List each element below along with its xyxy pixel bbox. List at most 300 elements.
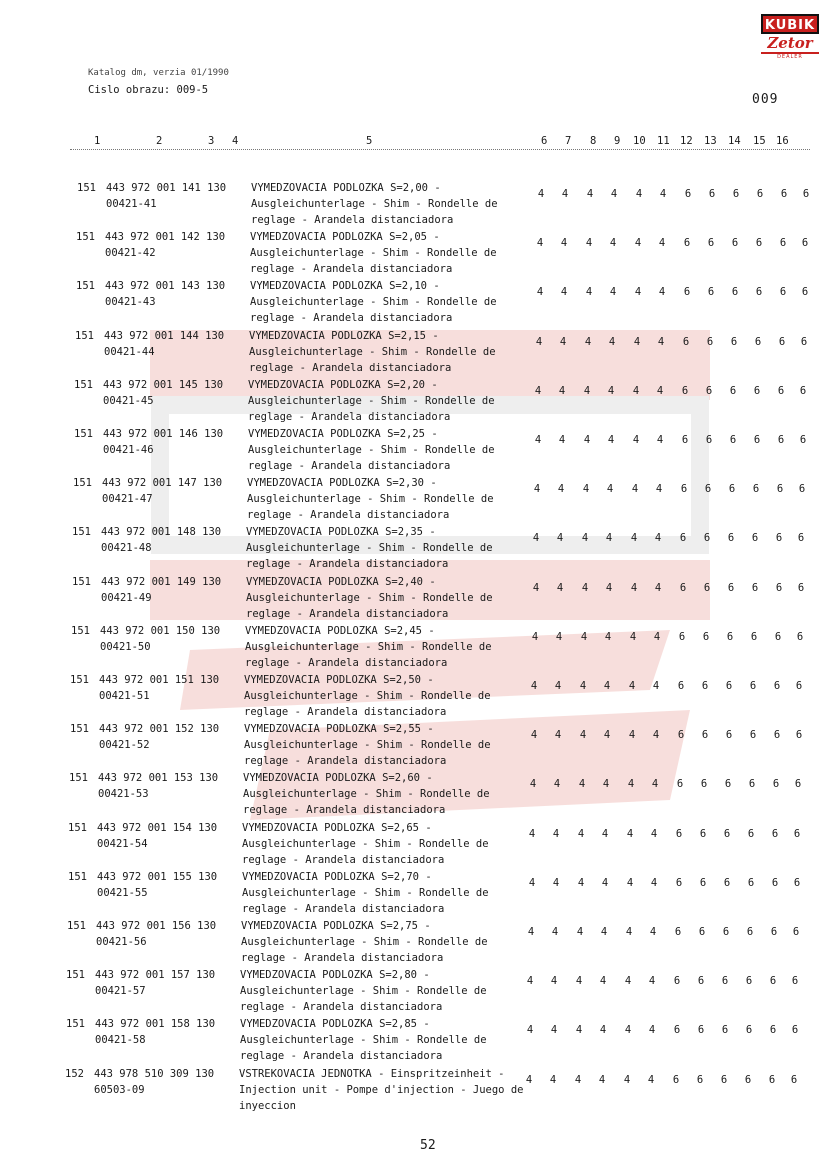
quantity-cell: 6	[795, 729, 803, 741]
quantity-cell: 6	[729, 434, 737, 446]
kubik-zetor-logo	[761, 14, 819, 66]
quantity-cell: 4	[628, 729, 636, 741]
description-line: Ausgleichunterlage - Shim - Rondelle de	[246, 542, 493, 554]
reference-number: 60503-09	[94, 1084, 145, 1096]
position-number: 151	[72, 526, 91, 538]
quantity-cell: 4	[536, 286, 544, 298]
quantity-cell: 4	[650, 877, 658, 889]
part-number: 443 972 001 151 130	[99, 674, 220, 686]
quantity-cell: 6	[791, 975, 799, 987]
parts-row	[0, 625, 826, 674]
quantity-cell: 6	[682, 336, 690, 348]
description-line: Ausgleichunterlage - Shim - Rondelle de	[250, 247, 497, 259]
position-number: 151	[69, 772, 88, 784]
description-line: VYMEDZOVACIA PODLOZKA S=2,20 -	[248, 379, 438, 391]
reference-number: 00421-53	[98, 788, 149, 800]
reference-number: 00421-42	[105, 247, 156, 259]
quantity-cell: 6	[707, 286, 715, 298]
description-line: VYMEDZOVACIA PODLOZKA S=2,30 -	[247, 477, 437, 489]
description-line: Ausgleichunterlage - Shim - Rondelle de	[242, 887, 489, 899]
reference-number: 00421-41	[106, 198, 157, 210]
quantity-cell: 4	[604, 631, 612, 643]
quantity-cell: 6	[793, 828, 801, 840]
quantity-cell: 4	[657, 336, 665, 348]
parts-row	[0, 477, 826, 526]
quantity-cell: 4	[553, 778, 561, 790]
quantity-cell: 4	[581, 532, 589, 544]
quantity-cell: 4	[534, 385, 542, 397]
description-line: Ausgleichunterlage - Shim - Rondelle de	[240, 985, 487, 997]
description-line: Ausgleichunterlage - Shim - Rondelle de	[250, 296, 497, 308]
column-number: 13	[704, 135, 717, 147]
quantity-cell: 4	[635, 188, 643, 200]
description-line: VYMEDZOVACIA PODLOZKA S=2,35 -	[246, 526, 436, 538]
quantity-cell: 6	[775, 532, 783, 544]
description-line: Ausgleichunterlage - Shim - Rondelle de	[243, 788, 490, 800]
reference-number: 00421-45	[103, 395, 154, 407]
description-line: Ausgleichunterlage - Shim - Rondelle de	[245, 641, 492, 653]
quantity-cell: 4	[658, 286, 666, 298]
figure-number-label: Cislo obrazu: 009-5	[88, 84, 209, 96]
quantity-cell: 6	[729, 385, 737, 397]
quantity-cell: 6	[755, 237, 763, 249]
quantity-cell: 6	[774, 631, 782, 643]
description-line: VSTREKOVACIA JEDNOTKA - Einspritzeinheit -	[239, 1068, 505, 1080]
position-number: 151	[66, 969, 85, 981]
quantity-cell: 4	[557, 483, 565, 495]
quantity-cell: 4	[651, 778, 659, 790]
quantity-cell: 6	[724, 778, 732, 790]
position-number: 151	[70, 674, 89, 686]
column-number: 8	[590, 135, 597, 147]
quantity-cell: 6	[704, 483, 712, 495]
quantity-cell: 6	[675, 877, 683, 889]
quantity-cell: 4	[529, 778, 537, 790]
quantity-cell: 6	[725, 680, 733, 692]
quantity-cell: 4	[628, 680, 636, 692]
quantity-cell: 4	[605, 532, 613, 544]
quantity-cell: 6	[751, 582, 759, 594]
reference-number: 00421-56	[96, 936, 147, 948]
quantity-cell: 6	[753, 385, 761, 397]
quantity-cell: 4	[532, 582, 540, 594]
quantity-cell: 4	[558, 385, 566, 397]
reference-number: 00421-48	[101, 542, 152, 554]
quantity-cell: 4	[652, 729, 660, 741]
quantity-cell: 4	[533, 483, 541, 495]
quantity-cell: 6	[791, 1024, 799, 1036]
column-number: 4	[232, 135, 239, 147]
position-number: 151	[67, 920, 86, 932]
quantity-cell: 6	[731, 286, 739, 298]
quantity-cell: 4	[631, 483, 639, 495]
quantity-cell: 6	[706, 336, 714, 348]
quantity-cell: 4	[585, 237, 593, 249]
quantity-cell: 4	[634, 237, 642, 249]
quantity-cell: 6	[749, 729, 757, 741]
quantity-cell: 6	[701, 680, 709, 692]
description-line: reglage - Arandela distanciadora	[242, 903, 445, 915]
column-number: 1	[94, 135, 101, 147]
quantity-cell: 4	[600, 926, 608, 938]
quantity-cell: 4	[525, 1074, 533, 1086]
quantity-cell: 4	[532, 532, 540, 544]
quantity-cell: 4	[528, 828, 536, 840]
quantity-cell: 4	[656, 385, 664, 397]
parts-row	[0, 576, 826, 625]
description-line: reglage - Arandela distanciadora	[250, 312, 453, 324]
description-line: VYMEDZOVACIA PODLOZKA S=2,80 -	[240, 969, 430, 981]
quantity-cell: 6	[721, 1024, 729, 1036]
part-number: 443 972 001 152 130	[99, 723, 220, 735]
quantity-cell: 4	[648, 1024, 656, 1036]
parts-row	[0, 330, 826, 379]
column-number: 9	[614, 135, 621, 147]
quantity-cell: 6	[727, 532, 735, 544]
column-number: 3	[208, 135, 215, 147]
description-line: Ausgleichunterlage - Shim - Rondelle de	[248, 395, 495, 407]
quantity-cell: 6	[698, 926, 706, 938]
parts-row	[0, 526, 826, 575]
description-line: VYMEDZOVACIA PODLOZKA S=2,05 -	[250, 231, 440, 243]
part-number: 443 972 001 157 130	[95, 969, 216, 981]
description-line: Ausgleichunterlage - Shim - Rondelle de	[251, 198, 498, 210]
quantity-cell: 6	[775, 582, 783, 594]
description-line: reglage - Arandela distanciadora	[245, 657, 448, 669]
part-number: 443 972 001 147 130	[102, 477, 223, 489]
quantity-cell: 4	[632, 434, 640, 446]
quantity-cell: 4	[627, 778, 635, 790]
quantity-cell: 6	[703, 582, 711, 594]
quantity-cell: 6	[745, 1024, 753, 1036]
quantity-cell: 6	[800, 336, 808, 348]
parts-row	[0, 428, 826, 477]
quantity-cell: 4	[579, 729, 587, 741]
quantity-cell: 4	[607, 434, 615, 446]
description-line: Injection unit - Pompe d'injection - Juego de	[239, 1084, 524, 1096]
column-number: 11	[657, 135, 670, 147]
quantity-cell: 6	[772, 778, 780, 790]
quantity-cell: 6	[792, 926, 800, 938]
description-line: Ausgleichunterlage - Shim - Rondelle de	[247, 493, 494, 505]
quantity-cell: 6	[770, 926, 778, 938]
position-number: 151	[70, 723, 89, 735]
quantity-cell: 6	[778, 336, 786, 348]
quantity-cell: 6	[802, 188, 810, 200]
position-number: 151	[71, 625, 90, 637]
position-number: 151	[76, 280, 95, 292]
description-line: reglage - Arandela distanciadora	[248, 411, 451, 423]
quantity-cell: 6	[752, 483, 760, 495]
quantity-cell: 4	[658, 237, 666, 249]
quantity-cell: 6	[728, 483, 736, 495]
description-line: reglage - Arandela distanciadora	[240, 1050, 443, 1062]
quantity-cell: 4	[633, 336, 641, 348]
quantity-cell: 4	[535, 336, 543, 348]
quantity-cell: 6	[703, 532, 711, 544]
description-line: VYMEDZOVACIA PODLOZKA S=2,10 -	[250, 280, 440, 292]
quantity-cell: 6	[751, 532, 759, 544]
quantity-cell: 4	[605, 582, 613, 594]
quantity-cell: 4	[625, 926, 633, 938]
part-number: 443 972 001 148 130	[101, 526, 222, 538]
quantity-cell: 4	[659, 188, 667, 200]
quantity-cell: 6	[780, 188, 788, 200]
quantity-cell: 6	[796, 631, 804, 643]
quantity-cell: 4	[578, 778, 586, 790]
reference-number: 00421-57	[95, 985, 146, 997]
quantity-cell: 6	[673, 975, 681, 987]
quantity-cell: 4	[530, 729, 538, 741]
quantity-cell: 4	[653, 631, 661, 643]
quantity-cell: 4	[579, 680, 587, 692]
quantity-cell: 6	[732, 188, 740, 200]
quantity-cell: 4	[580, 631, 588, 643]
quantity-cell: 6	[790, 1074, 798, 1086]
quantity-cell: 4	[599, 1024, 607, 1036]
part-number: 443 972 001 141 130	[106, 182, 227, 194]
quantity-cell: 6	[683, 237, 691, 249]
parts-row	[0, 772, 826, 821]
quantity-cell: 6	[797, 582, 805, 594]
parts-row	[0, 822, 826, 871]
description-line: reglage - Arandela distanciadora	[244, 706, 447, 718]
quantity-cell: 6	[723, 877, 731, 889]
quantity-cell: 6	[697, 1024, 705, 1036]
quantity-cell: 6	[779, 237, 787, 249]
quantity-cell: 4	[575, 975, 583, 987]
description-line: VYMEDZOVACIA PODLOZKA S=2,25 -	[248, 428, 438, 440]
part-number: 443 972 001 149 130	[101, 576, 222, 588]
quantity-cell: 4	[537, 188, 545, 200]
position-number: 151	[68, 871, 87, 883]
reference-number: 00421-49	[101, 592, 152, 604]
quantity-cell: 6	[795, 680, 803, 692]
description-line: VYMEDZOVACIA PODLOZKA S=2,60 -	[243, 772, 433, 784]
description-line: VYMEDZOVACIA PODLOZKA S=2,15 -	[249, 330, 439, 342]
quantity-cell: 4	[577, 877, 585, 889]
quantity-cell: 4	[577, 828, 585, 840]
quantity-cell: 6	[705, 385, 713, 397]
quantity-cell: 4	[648, 975, 656, 987]
parts-row	[0, 379, 826, 428]
position-number: 151	[73, 477, 92, 489]
quantity-cell: 4	[584, 336, 592, 348]
reference-number: 00421-50	[100, 641, 151, 653]
quantity-cell: 4	[583, 385, 591, 397]
quantity-cell: 6	[777, 385, 785, 397]
description-line: VYMEDZOVACIA PODLOZKA S=2,85 -	[240, 1018, 430, 1030]
quantity-cell: 4	[602, 778, 610, 790]
quantity-cell: 4	[583, 434, 591, 446]
description-line: VYMEDZOVACIA PODLOZKA S=2,50 -	[244, 674, 434, 686]
quantity-cell: 6	[753, 434, 761, 446]
reference-number: 00421-43	[105, 296, 156, 308]
quantity-cell: 4	[626, 828, 634, 840]
quantity-cell: 4	[654, 532, 662, 544]
quantity-cell: 4	[630, 532, 638, 544]
quantity-cell: 6	[769, 1024, 777, 1036]
parts-row	[0, 231, 826, 280]
quantity-cell: 4	[632, 385, 640, 397]
quantity-cell: 6	[747, 877, 755, 889]
reference-number: 00421-46	[103, 444, 154, 456]
description-line: reglage - Arandela distanciadora	[251, 214, 454, 226]
quantity-cell: 4	[654, 582, 662, 594]
reference-number: 00421-58	[95, 1034, 146, 1046]
part-number: 443 972 001 155 130	[97, 871, 218, 883]
quantity-cell: 6	[702, 631, 710, 643]
column-number: 14	[728, 135, 741, 147]
quantity-cell: 4	[527, 926, 535, 938]
quantity-cell: 4	[560, 237, 568, 249]
quantity-cell: 4	[599, 975, 607, 987]
quantity-cell: 6	[701, 729, 709, 741]
description-line: VYMEDZOVACIA PODLOZKA S=2,40 -	[246, 576, 436, 588]
catalog-version-line: Katalog dm, verzia 01/1990	[88, 68, 229, 78]
quantity-cell: 6	[798, 483, 806, 495]
reference-number: 00421-44	[104, 346, 155, 358]
quantity-cell: 6	[673, 1024, 681, 1036]
quantity-cell: 6	[745, 975, 753, 987]
quantity-cell: 6	[675, 828, 683, 840]
description-line: Ausgleichunterlage - Shim - Rondelle de	[244, 690, 491, 702]
quantity-cell: 4	[575, 1024, 583, 1036]
quantity-cell: 6	[699, 877, 707, 889]
quantity-cell: 6	[794, 778, 802, 790]
description-line: reglage - Arandela distanciadora	[240, 1001, 443, 1013]
quantity-cell: 4	[608, 336, 616, 348]
part-number: 443 972 001 145 130	[103, 379, 224, 391]
position-number: 151	[66, 1018, 85, 1030]
quantity-cell: 4	[552, 877, 560, 889]
quantity-cell: 6	[723, 828, 731, 840]
quantity-cell: 4	[623, 1074, 631, 1086]
description-line: reglage - Arandela distanciadora	[244, 755, 447, 767]
quantity-cell: 4	[550, 975, 558, 987]
description-line: Ausgleichunterlage - Shim - Rondelle de	[248, 444, 495, 456]
position-number: 151	[74, 428, 93, 440]
quantity-cell: 4	[624, 975, 632, 987]
description-line: reglage - Arandela distanciadora	[247, 509, 450, 521]
description-line: reglage - Arandela distanciadora	[243, 804, 446, 816]
quantity-cell: 4	[656, 434, 664, 446]
quantity-cell: 4	[585, 286, 593, 298]
quantity-cell: 4	[629, 631, 637, 643]
quantity-cell: 6	[769, 975, 777, 987]
description-line: VYMEDZOVACIA PODLOZKA S=2,65 -	[242, 822, 432, 834]
quantity-cell: 4	[556, 582, 564, 594]
quantity-cell: 6	[746, 926, 754, 938]
quantity-cell: 4	[606, 483, 614, 495]
quantity-cell: 6	[679, 582, 687, 594]
quantity-cell: 4	[526, 1024, 534, 1036]
description-line: Ausgleichunterlage - Shim - Rondelle de	[249, 346, 496, 358]
column-number: 10	[633, 135, 646, 147]
quantity-cell: 6	[726, 631, 734, 643]
quantity-cell: 4	[556, 532, 564, 544]
quantity-cell: 6	[700, 778, 708, 790]
quantity-cell: 6	[725, 729, 733, 741]
quantity-cell: 4	[603, 680, 611, 692]
quantity-cell: 6	[720, 1074, 728, 1086]
quantity-cell: 6	[799, 385, 807, 397]
parts-row	[0, 920, 826, 969]
quantity-cell: 6	[708, 188, 716, 200]
quantity-cell: 6	[721, 975, 729, 987]
description-line: VYMEDZOVACIA PODLOZKA S=2,70 -	[242, 871, 432, 883]
quantity-cell: 6	[681, 434, 689, 446]
description-line: Ausgleichunterlage - Shim - Rondelle de	[242, 838, 489, 850]
quantity-cell: 6	[731, 237, 739, 249]
quantity-cell: 6	[755, 286, 763, 298]
quantity-cell: 6	[749, 680, 757, 692]
parts-row	[0, 723, 826, 772]
quantity-cell: 6	[684, 188, 692, 200]
quantity-cell: 6	[777, 434, 785, 446]
column-number: 16	[776, 135, 789, 147]
quantity-cell: 4	[647, 1074, 655, 1086]
quantity-cell: 6	[771, 828, 779, 840]
quantity-cell: 6	[699, 828, 707, 840]
position-number: 151	[77, 182, 96, 194]
description-line: Ausgleichunterlage - Shim - Rondelle de	[241, 936, 488, 948]
description-line: reglage - Arandela distanciadora	[250, 263, 453, 275]
position-number: 151	[76, 231, 95, 243]
quantity-cell: 6	[683, 286, 691, 298]
quantity-cell: 6	[801, 286, 809, 298]
quantity-cell: 6	[727, 582, 735, 594]
position-number: 151	[74, 379, 93, 391]
quantity-cell: 6	[776, 483, 784, 495]
description-line: reglage - Arandela distanciadora	[241, 952, 444, 964]
quantity-cell: 4	[609, 237, 617, 249]
description-line: reglage - Arandela distanciadora	[249, 362, 452, 374]
parts-row	[0, 969, 826, 1018]
page-code: 009	[752, 92, 779, 107]
quantity-cell: 6	[672, 1074, 680, 1086]
quantity-cell: 6	[744, 1074, 752, 1086]
description-line: inyeccion	[239, 1100, 296, 1112]
quantity-cell: 6	[679, 532, 687, 544]
quantity-cell: 4	[634, 286, 642, 298]
quantity-cell: 6	[722, 926, 730, 938]
quantity-cell: 4	[610, 188, 618, 200]
part-number: 443 972 001 156 130	[96, 920, 217, 932]
description-line: reglage - Arandela distanciadora	[248, 460, 451, 472]
page-number: 52	[420, 1138, 436, 1153]
reference-number: 00421-55	[97, 887, 148, 899]
parts-row	[0, 280, 826, 329]
quantity-cell: 6	[754, 336, 762, 348]
parts-row	[0, 1068, 826, 1117]
column-number: 5	[366, 135, 373, 147]
quantity-cell: 6	[768, 1074, 776, 1086]
description-line: VYMEDZOVACIA PODLOZKA S=2,45 -	[245, 625, 435, 637]
quantity-cell: 4	[607, 385, 615, 397]
quantity-cell: 4	[601, 828, 609, 840]
quantity-cell: 6	[748, 778, 756, 790]
quantity-cell: 4	[626, 877, 634, 889]
quantity-cell: 4	[652, 680, 660, 692]
position-number: 151	[72, 576, 91, 588]
part-number: 443 972 001 153 130	[98, 772, 219, 784]
position-number: 151	[75, 330, 94, 342]
quantity-cell: 4	[582, 483, 590, 495]
reference-number: 00421-47	[102, 493, 153, 505]
reference-number: 00421-51	[99, 690, 150, 702]
part-number: 443 972 001 150 130	[100, 625, 221, 637]
